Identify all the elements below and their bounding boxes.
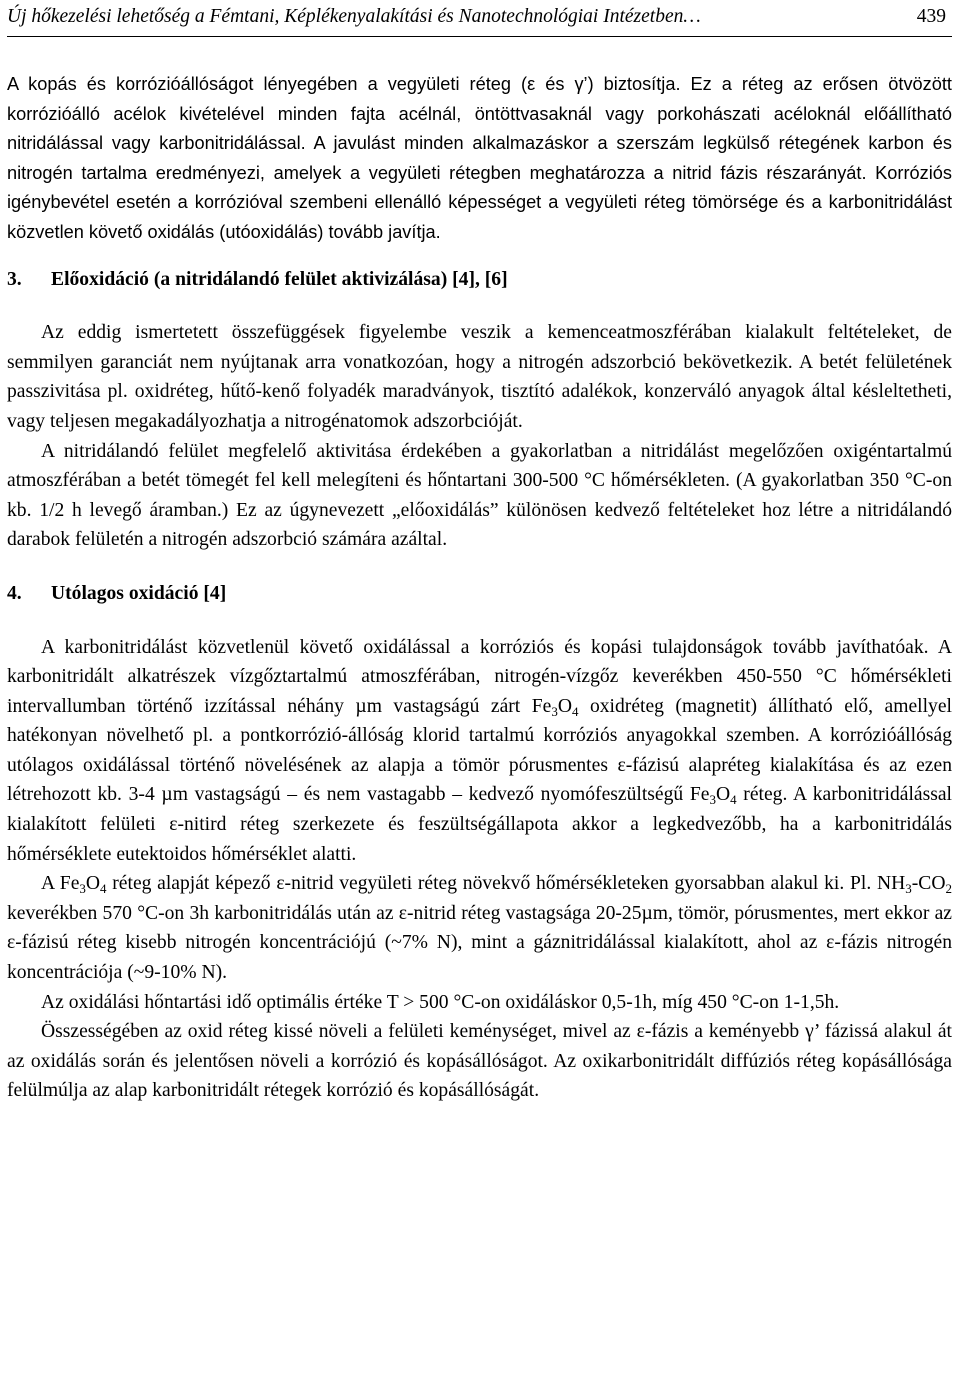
section-3-number: 3. (7, 268, 22, 290)
subscript: 2 (945, 881, 952, 897)
section-3-paragraph-1: Az eddig ismertetett összefüggések figyelembe veszik a kemenceatmoszférában kialakult feltételeket, de semmilyen garanciát nem nyújtanak arra vonatkozóan, hogy a nitrogén adszorbció bekövetkezik. A betét felületének passzivitása pl. oxidréteg, hűtő-kenő folyadék maradványok, tisztító adalékok, konzerváló anyagok által késleltetheti, vagy teljesen megakadályozhatja a nitrogénatomok adszorbcióját. (7, 322, 952, 432)
subscript: 3 (709, 792, 716, 808)
section-3-heading (7, 265, 952, 295)
text-run: O (85, 873, 101, 895)
text-run: A karbonitridálást közvetlenül követő oxidálással a korróziós és kopási tulajdonságok tovább javíthatóak. A karbonitridált alkatrészek vízgőztartalmú atmoszférában, nitrogén-vízgőz keverékben 450-550 °C hőmérsékleti intervallumban történő izzítással néhány µm vastagságú zárt Fe (7, 636, 952, 717)
section-3-paragraph-2: A nitridálandó felület megfelelő aktivitása érdekében a gyakorlatban a nitridálást megelőzően oxigéntartalmú atmoszférában a betét tömegét fel kell melegíteni és hőntartani 300-500 °C hőmérsékleten. (A gyakorlatban 350 °C-on kb. 1/2 h levegő áramban.) Ez az úgynevezett „előoxidálás” különösen kedvező feltételeket hoz létre a nitridálandó darabok felületén a nitrogén adszorbció számára azáltal. (7, 440, 952, 551)
section-4-paragraph-1 (7, 633, 952, 870)
section-4-number: 4. (7, 582, 22, 604)
text-run: oxidréteg (magnetit) állítható elő, amellyel hatékonyan növelhető pl. a pontkorrózió-állóság klorid tartalmú korróziós anyagokkal szemben. A korrózióállóság utólagos oxidálással történő növelésének az alapja a tömör pórusmentes ε-fázisú alapréteg kialakítása és az ezen létrehozott kb. 3-4 µm vastagságú – és nem vastagabb – kedvező nyomófeszültségű Fe (7, 695, 952, 806)
page-number: 439 (916, 6, 946, 27)
subscript: 3 (905, 881, 912, 897)
text-run: A Fe (41, 873, 80, 895)
text-run: keverékben 570 °C-on 3h karbonitridálás után az ε-nitrid réteg vastagsága 20-25µm, tömör, pórusmentes, mert ekkor az ε-fázisú réteg kisebb nitrogén koncentrációjú (~7% N), mint a gáznitridálással kialakított, ahol az ε-fázis nitrogén koncentrációja (~9-10% N). (7, 902, 952, 984)
running-header (7, 4, 952, 37)
section-4-paragraph-2 (7, 869, 952, 987)
section-4-title: Utólagos oxidáció [4] (51, 582, 227, 604)
section-4-heading (7, 579, 952, 609)
subscript: 4 (571, 703, 579, 719)
subscript: 4 (100, 881, 107, 897)
section-4-paragraph-4: Összességében az oxid réteg kissé növeli a felületi keménységet, mivel az ε-fázis a keményebb γ’ fázissá alakul át az oxidálás során és jelentősen növeli a korrózió és kopásállóságot. Az oxikarbonitridált diffúziós réteg kopásállósága felülmúlja az alap karbonitridált rétegek korrózió és kopásállóságát. (7, 1021, 952, 1102)
text-run: O (557, 695, 572, 717)
subscript: 4 (730, 792, 737, 808)
section-3-title: Előoxidáció (a nitridálandó felület aktivizálása) [4], [6] (51, 268, 508, 290)
intro-paragraph: A kopás és korrózióállóságot lényegében a vegyületi réteg (ε és γ’) biztosítja. Ez a réteg az erősen ötvözött korrózióálló acélok kivételével minden fajta acélnál, öntöttvasaknál vagy porkohászati acéloknál előállítható nitridálással vagy karbonitridálással. A javulást minden alkalmazáskor a szerszám legkülső rétegének karbon és nitrogén tartalma eredményezi, amelyek a vegyületi rétegben meghatározza a nitrid fázis részarányát. Korróziós igénybevétel esetén a korrózióval szembeni ellenálló képességet a vegyületi réteg tömörsége és a karbonitridálást közvetlen követő oxidálás (utóoxidálás) tovább javítja. (7, 74, 952, 242)
text-run: réteg. A karbonitridálással kialakított felületi ε-nitird réteg szerkezete és feszültségállapota akkor a legkedvezőbb, ha a karbonitridálás hőmérséklete eutektoidos hőmérséklet alatti. (7, 784, 952, 865)
text-run: -CO (911, 873, 946, 895)
section-4-paragraph-3: Az oxidálási hőntartási idő optimális értéke T > 500 °C-on oxidáláskor 0,5-1h, míg 450 °C-on 1-1,5h. (41, 991, 840, 1013)
text-run: réteg alapját képező ε-nitrid vegyületi réteg növekvő hőmérsékleteken gyorsabban alakul ki. Pl. NH (106, 873, 906, 895)
header-title: Új hőkezelési lehetőség a Fémtani, Képlékenyalakítási és Nanotechnológiai Intézetben… (7, 6, 701, 27)
subscript: 3 (79, 881, 86, 897)
text-run: O (715, 784, 731, 806)
subscript: 3 (551, 703, 558, 719)
